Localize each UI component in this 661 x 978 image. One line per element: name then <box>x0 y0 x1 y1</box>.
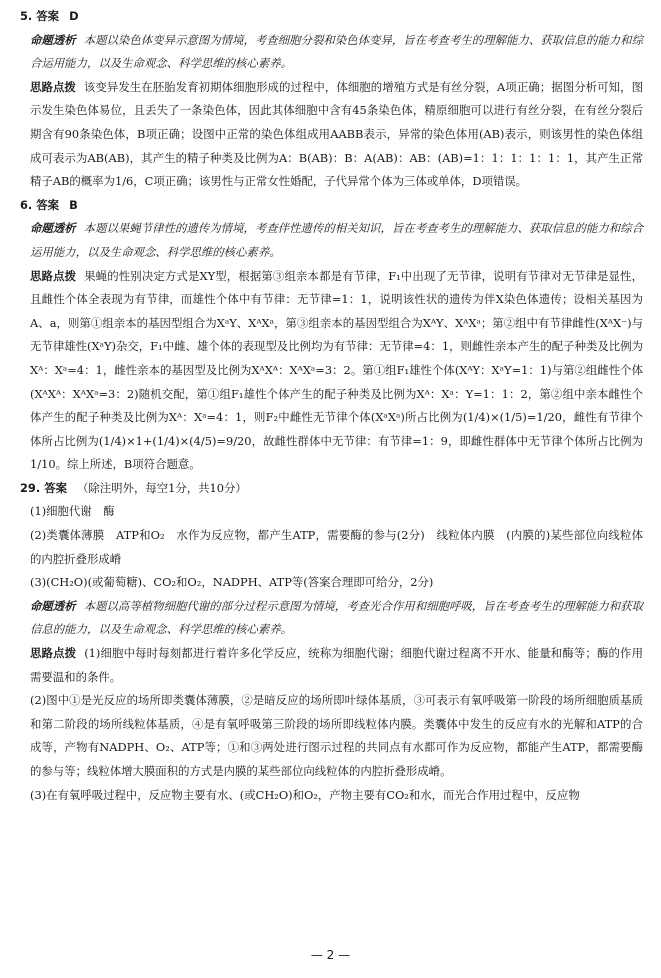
q29-tips-2: (2)图中①是光反应的场所即类囊体薄膜，②是暗反应的场所即叶绿体基质，③可表示有氧呼吸第一阶段的场所细胞质基质和第二阶段的场所线粒体基质，④是有氧呼吸第三阶段的场所即线粒体内膜。类囊体中发生的反应有水的光解和ATP的合成等，产物有NADPH、O₂、ATP等；①和③两处进行图示过程的共同点有水都可作为反应物，都能产生ATP，都需要酶的参与等；线粒体增大膜面积的方式是内膜的某些部位向线粒体的内腔折叠形成嵴。 <box>30 693 643 778</box>
q6-analysis-label: 命题透析 <box>30 221 76 236</box>
q29-number: 29. <box>20 480 41 495</box>
q5-answer-label: 答案 <box>36 9 60 23</box>
q29-answer-3: (3)(CH₂O)(或葡萄糖)、CO₂和O₂，NADPH、ATP等(答案合理即可给分，2分) <box>30 575 434 590</box>
q6-analysis-text: 本题以果蝇节律性的遗传为情境，考查伴性遗传的相关知识，旨在考查考生的理解能力、获取信息的能力和综合运用能力，以及生命观念、科学思维的核心素养。 <box>30 221 643 259</box>
q29-tips-3: (3)在有氧呼吸过程中，反应物主要有水、(或CH₂O)和O₂，产物主要有CO₂和水，而光合作用过程中，反应物 <box>30 787 580 802</box>
q5-analysis-label: 命题透析 <box>30 32 76 47</box>
q6-answer: B <box>69 197 78 212</box>
q29-analysis-text: 本题以高等植物细胞代谢的部分过程示意图为情境，考查光合作用和细胞呼吸，旨在考查考生的理解能力和获取信息的能力，以及生命观念、科学思维的核心素养。 <box>30 598 643 637</box>
question-6 <box>20 194 643 477</box>
q5-tips-label: 思路点拨 <box>30 79 76 94</box>
q5-tips-text: 该变异发生在胚胎发育初期体细胞形成的过程中，体细胞的增殖方式是有丝分裂，A项正确；据图分析可知，图示发生染色体易位，且丢失了一条染色体，因此其体细胞中含有45条染色体，精原细胞可以进行有丝分裂，在有丝分裂后期含有90条染色体，B项正确；设图中正常的染色体组成用AABB表示，异常的染色体用(AB)表示，则该男性的染色体组成可表示为AB(AB)，其产生的精子种类及比例为A：B(AB)：B：A(AB)：AB：(AB)=1：1：1：1：1：1，其产生正常精子AB的概率为1/6，C项正确；该男性与正常女性婚配，子代异常个体为三体或单体，D项错误。 <box>30 79 643 189</box>
q5-analysis <box>20 29 643 76</box>
q6-number: 6. <box>20 197 33 212</box>
q29-answer-label: 答案 <box>44 480 67 495</box>
q29-tips-1 <box>20 642 643 689</box>
q5-analysis-text: 本题以染色体变异示意图为情境，考查细胞分裂和染色体变异，旨在考查考生的理解能力、获取信息的能力和综合运用能力，以及生命观念、科学思维的核心素养。 <box>30 32 643 71</box>
question-29 <box>20 477 643 807</box>
q5-tips <box>20 76 643 194</box>
q6-tips <box>20 265 643 477</box>
q29-answer-line <box>20 477 643 501</box>
q29-analysis <box>20 595 643 642</box>
q5-answer: D <box>69 9 79 23</box>
q29-analysis-label: 命题透析 <box>30 598 76 613</box>
page-number: — 2 — <box>310 948 351 963</box>
q29-answer-1: (1)细胞代谢 酶 <box>30 504 115 519</box>
q6-tips-label: 思路点拨 <box>30 268 77 283</box>
q6-answer-line <box>20 194 643 218</box>
q5-number: 5. <box>20 9 33 23</box>
q29-tips-text-1: (1)细胞中每时每刻都进行着许多化学反应，统称为细胞代谢；细胞代谢过程离不开水、能量和酶等；酶的作用需要温和的条件。 <box>30 646 643 684</box>
q29-score-note: （除注明外，每空1分，共10分） <box>76 480 247 495</box>
q6-tips-text: 果蝇的性别决定方式是XY型，根据第③组亲本都是有节律，F₁中出现了无节律，说明有节律对无节律是显性，且雌性个体全表现为有节律，而雄性个体中有节律：无节律=1：1，说明该性状的遗传为伴X染色体遗传；设相关基因为A、a，则第①组亲本的基因型组合为XᵃY、XᴬXᵃ，第③组亲本的基因型组合为XᴬY、XᴬXᵃ；第②组中有节律雌性(XᴬX⁻)与无节律雄性(XᵃY)杂交，F₁中雌、雄个体的表现型及比例均为有节律：无节律=4：1，则雌性亲本产生的配子种类及比例为Xᴬ：Xᵃ=4：1，雌性亲本的基因型及比例为XᴬXᴬ：XᴬXᵃ=3：2。第①组F₁雄性个体(XᴬY：XᵃY=1：1)与第②组雌性个体(XᴬXᴬ：XᴬXᵃ=3：2)随机交配，第①组F₁雄性个体产生的配子种类及比例为Xᴬ：Xᵃ：Y=1：1：2，第②组中亲本雌性个体产生的配子种类及比例为Xᴬ：Xᵃ=4：1，则F₂中雌性无节律个体(XᵃXᵃ)所占比例为(1/4)×(1/5)=1/20，雌性有节律个体所占比例为(1/4)×1+(1/4)×(4/5)=9/20，故雌性群体中无节律：有节律=1：9，即雌性群体中无节律个体所占比例为1/10。综上所述，B项符合题意。 <box>30 268 643 472</box>
q29-tips-label: 思路点拨 <box>30 646 77 661</box>
q6-analysis <box>20 217 643 264</box>
q5-answer-line <box>20 5 643 29</box>
q29-answer-2: (2)类囊体薄膜 ATP和O₂ 水作为反应物，都产生ATP，需要酶的参与(2分) 线粒体内膜 (内膜的)某些部位向线粒体的内腔折叠形成嵴 <box>30 528 643 566</box>
q6-answer-label: 答案 <box>36 197 60 212</box>
question-5 <box>20 5 643 194</box>
